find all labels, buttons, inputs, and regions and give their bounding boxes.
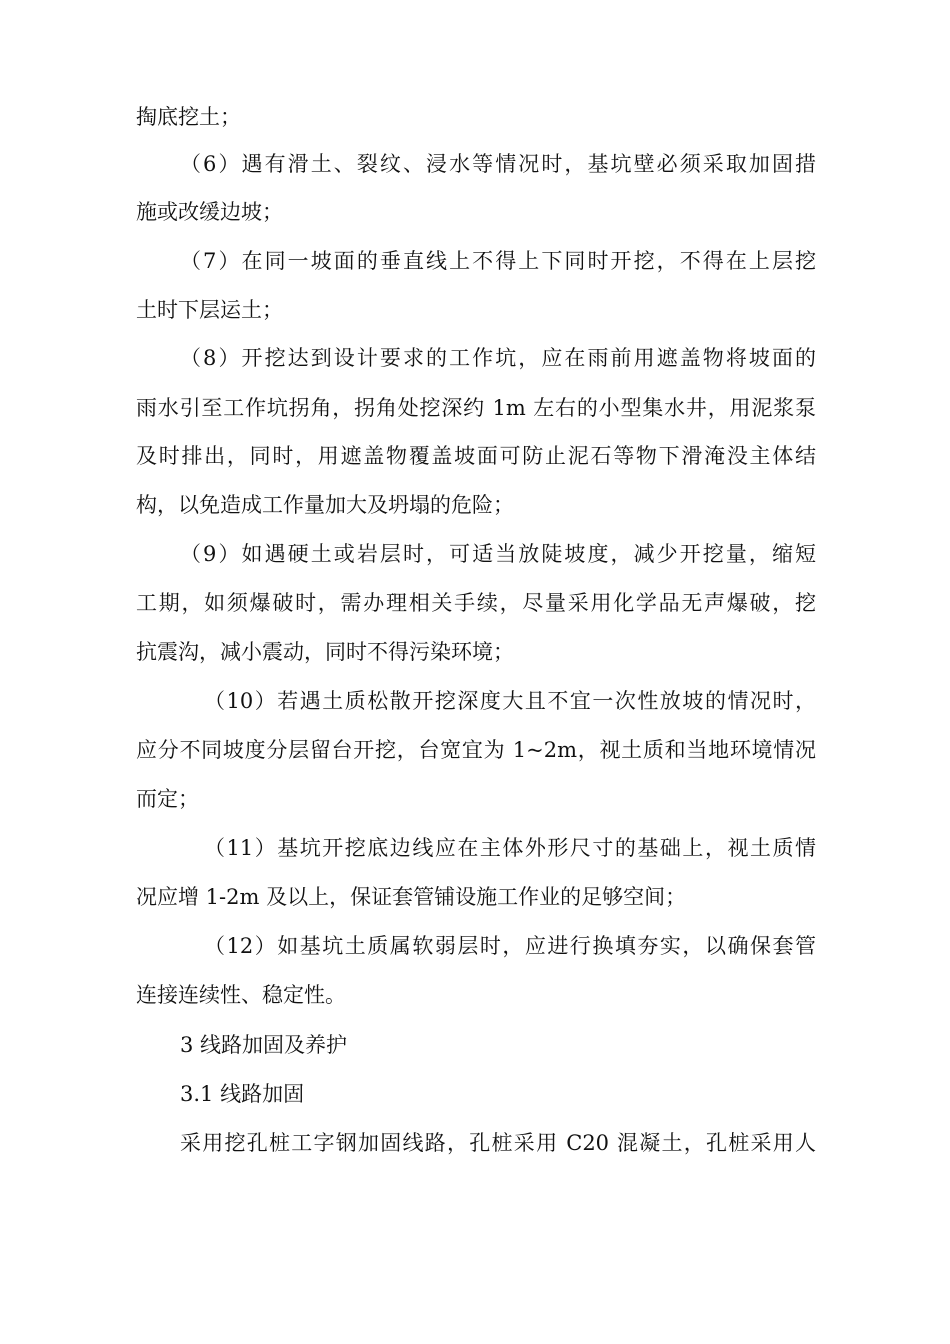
line-text: 工期，如须爆破时，需办理相关手续，尽量采用化学品无声爆破，挖 xyxy=(136,591,816,615)
text-line xyxy=(0,980,950,1030)
text-line xyxy=(0,882,950,932)
text-line xyxy=(0,588,950,638)
text-line xyxy=(0,833,950,883)
text-line xyxy=(0,246,950,296)
text-line xyxy=(0,784,950,834)
line-text: 雨水引至工作坑拐角，拐角处挖深约 1m 左右的小型集水井，用泥浆泵 xyxy=(136,396,816,420)
text-line xyxy=(0,343,950,393)
text-line xyxy=(0,441,950,491)
text-line xyxy=(0,102,950,152)
text-line xyxy=(0,539,950,589)
line-text: 及时排出，同时，用遮盖物覆盖坡面可防止泥石等物下滑淹没主体结 xyxy=(136,444,816,468)
text-line xyxy=(0,197,950,247)
line-text: 采用挖孔桩工字钢加固线路，孔桩采用 C20 混凝土，孔桩采用人 xyxy=(180,1131,816,1155)
line-text: （9）如遇硬土或岩层时，可适当放陡坡度，减少开挖量，缩短 xyxy=(180,542,816,566)
text-line xyxy=(0,490,950,540)
text-line xyxy=(0,1128,950,1178)
heading-text: 3.1 线路加固 xyxy=(180,1082,305,1106)
line-text: （7）在同一坡面的垂直线上不得上下同时开挖，不得在上层挖 xyxy=(180,249,816,273)
line-text: 而定； xyxy=(136,787,199,811)
text-line xyxy=(0,295,950,345)
line-text: 施或改缓边坡； xyxy=(136,200,283,224)
line-text: （8）开挖达到设计要求的工作坑，应在雨前用遮盖物将坡面的 xyxy=(180,346,816,370)
subsection-heading xyxy=(0,1079,950,1129)
line-text: （10）若遇土质松散开挖深度大且不宜一次性放坡的情况时， xyxy=(204,689,816,713)
line-text: （11）基坑开挖底边线应在主体外形尺寸的基础上，视土质情 xyxy=(204,836,816,860)
text-line xyxy=(0,149,950,199)
line-text: 构，以免造成工作量加大及坍塌的危险； xyxy=(136,493,514,517)
text-line xyxy=(0,931,950,981)
line-text: 掏底挖土； xyxy=(136,105,241,129)
line-text: 况应增 1-2m 及以上，保证套管铺设施工作业的足够空间； xyxy=(136,885,687,909)
section-heading xyxy=(0,1030,950,1080)
text-line xyxy=(0,686,950,736)
heading-text: 3 线路加固及养护 xyxy=(180,1033,348,1057)
text-line xyxy=(0,637,950,687)
line-text: 土时下层运土； xyxy=(136,298,283,322)
text-line xyxy=(0,393,950,443)
line-text: 应分不同坡度分层留台开挖，台宽宜为 1~2m，视土质和当地环境情况 xyxy=(136,738,816,762)
line-text: （12）如基坑土质属软弱层时，应进行换填夯实，以确保套管 xyxy=(204,934,816,958)
line-text: 连接连续性、稳定性。 xyxy=(136,983,346,1007)
text-line xyxy=(0,735,950,785)
line-text: 抗震沟，减小震动，同时不得污染环境； xyxy=(136,640,514,664)
line-text: （6）遇有滑土、裂纹、浸水等情况时，基坑壁必须采取加固措 xyxy=(180,152,816,176)
